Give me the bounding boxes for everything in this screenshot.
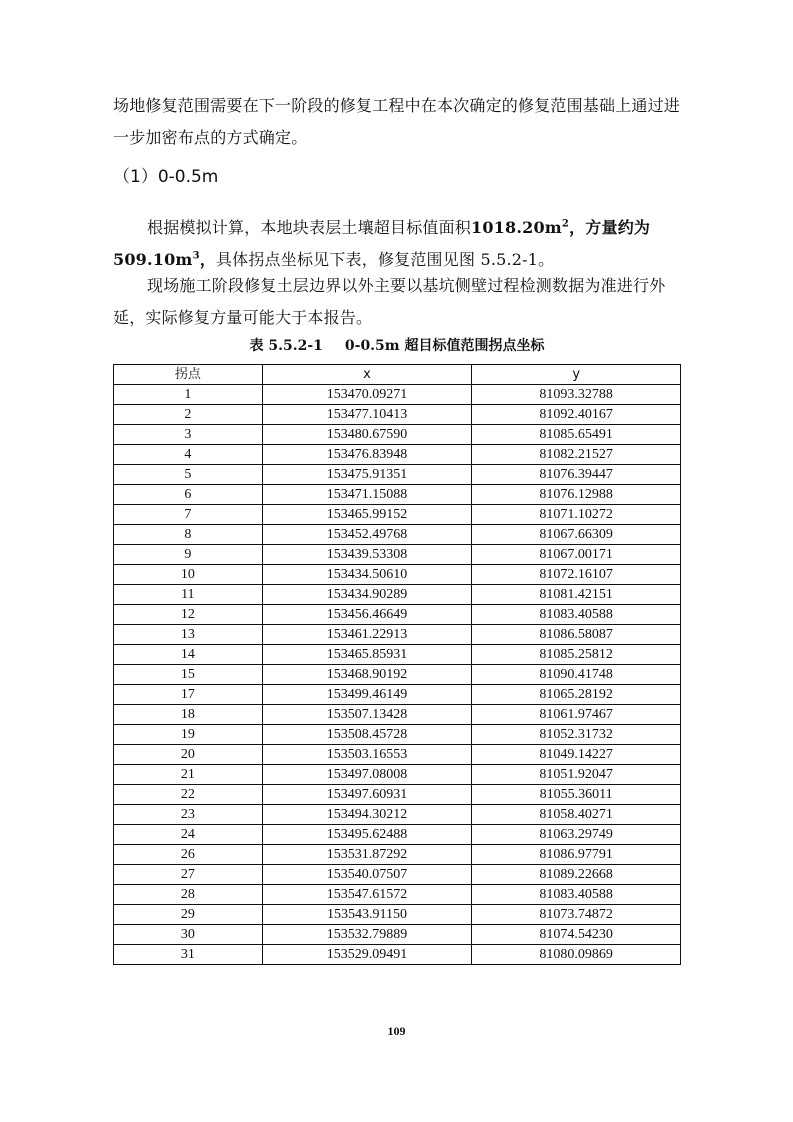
table-row	[114, 825, 681, 845]
table-row	[114, 685, 681, 705]
section-heading: （1）0-0.5m	[113, 167, 219, 187]
table-row	[114, 725, 681, 745]
table-row	[114, 645, 681, 665]
cell-y: 81051.92047	[472, 765, 681, 785]
table-row	[114, 545, 681, 565]
table-row	[114, 405, 681, 425]
table-row	[114, 425, 681, 445]
cell-point: 30	[114, 925, 263, 945]
cell-x: 153529.09491	[262, 945, 472, 965]
area-text-suffix: 具体拐点坐标见下表，修复范围见图 5.5.2-1。	[215, 250, 555, 269]
table-row	[114, 845, 681, 865]
cell-x: 153543.91150	[262, 905, 472, 925]
cell-point: 2	[114, 405, 263, 425]
cell-y: 81052.31732	[472, 725, 681, 745]
cell-y: 81083.40588	[472, 885, 681, 905]
cell-point: 26	[114, 845, 263, 865]
area-text-prefix: 根据模拟计算，本地块表层土壤超目标值面积	[147, 218, 472, 237]
table-row	[114, 445, 681, 465]
cell-y: 81086.58087	[472, 625, 681, 645]
cell-point: 8	[114, 525, 263, 545]
page-number: 109	[387, 1024, 406, 1038]
cell-point: 1	[114, 385, 263, 405]
volume-label: ，方量约为	[569, 218, 651, 237]
table-title: 0-0.5m 超目标值范围拐点坐标	[344, 338, 545, 354]
cell-x: 153494.30212	[262, 805, 472, 825]
table-row	[114, 565, 681, 585]
paragraph-scope-note: 场地修复范围需要在下一阶段的修复工程中在本次确定的修复范围基础上通过进一步加密布点的方式确定。	[113, 96, 681, 147]
table-row	[114, 745, 681, 765]
table-row	[114, 465, 681, 485]
cell-y: 81063.29749	[472, 825, 681, 845]
cell-x: 153471.15088	[262, 485, 472, 505]
table-row	[114, 765, 681, 785]
cell-point: 17	[114, 685, 263, 705]
cell-x: 153452.49768	[262, 525, 472, 545]
cell-y: 81076.39447	[472, 465, 681, 485]
cell-x: 153507.13428	[262, 705, 472, 725]
cell-point: 4	[114, 445, 263, 465]
area-value: $1018.20m^2$	[471, 218, 570, 237]
cell-y: 81089.22668	[472, 865, 681, 885]
table-row	[114, 865, 681, 885]
cell-point: 18	[114, 705, 263, 725]
cell-point: 15	[114, 665, 263, 685]
cell-point: 20	[114, 745, 263, 765]
cell-y: 81073.74872	[472, 905, 681, 925]
table-row	[114, 885, 681, 905]
cell-point: 6	[114, 485, 263, 505]
cell-y: 81074.54230	[472, 925, 681, 945]
cell-y: 81082.21527	[472, 445, 681, 465]
table-row	[114, 905, 681, 925]
cell-point: 9	[114, 545, 263, 565]
cell-point: 7	[114, 505, 263, 525]
paragraph-area-volume: 根据模拟计算，本地块表层土壤超目标值面积$1018.20m^2$，方量约为$509.10m^3$，具体拐点坐标见下表，修复范围见图 5.5.2-1。	[113, 218, 651, 269]
table-row	[114, 485, 681, 505]
table-row	[114, 605, 681, 625]
table-row	[114, 665, 681, 685]
cell-point: 31	[114, 945, 263, 965]
cell-x: 153495.62488	[262, 825, 472, 845]
cell-x: 153465.85931	[262, 645, 472, 665]
cell-y: 81092.40167	[472, 405, 681, 425]
cell-x: 153434.90289	[262, 585, 472, 605]
cell-point: 10	[114, 565, 263, 585]
header-x: x	[262, 365, 472, 385]
cell-y: 81080.09869	[472, 945, 681, 965]
cell-y: 81081.42151	[472, 585, 681, 605]
table-caption	[113, 337, 681, 355]
cell-x: 153547.61572	[262, 885, 472, 905]
table-row	[114, 625, 681, 645]
cell-x: 153461.22913	[262, 625, 472, 645]
cell-x: 153477.10413	[262, 405, 472, 425]
cell-x: 153532.79889	[262, 925, 472, 945]
cell-point: 3	[114, 425, 263, 445]
table-row	[114, 805, 681, 825]
cell-y: 81085.65491	[472, 425, 681, 445]
cell-x: 153540.07507	[262, 865, 472, 885]
cell-x: 153497.60931	[262, 785, 472, 805]
table-header-row	[114, 365, 681, 385]
cell-y: 81049.14227	[472, 745, 681, 765]
cell-x: 153439.53308	[262, 545, 472, 565]
paragraph-construction-note: 现场施工阶段修复土层边界以外主要以基坑侧壁过程检测数据为准进行外延，实际修复方量可能大于本报告。	[113, 276, 666, 327]
table-number: 表 5.5.2-1	[249, 338, 323, 354]
cell-y: 81090.41748	[472, 665, 681, 685]
cell-y: 81086.97791	[472, 845, 681, 865]
cell-x: 153508.45728	[262, 725, 472, 745]
cell-x: 153465.99152	[262, 505, 472, 525]
cell-y: 81055.36011	[472, 785, 681, 805]
cell-y: 81061.97467	[472, 705, 681, 725]
cell-y: 81071.10272	[472, 505, 681, 525]
cell-point: 28	[114, 885, 263, 905]
cell-point: 19	[114, 725, 263, 745]
cell-x: 153499.46149	[262, 685, 472, 705]
cell-x: 153470.09271	[262, 385, 472, 405]
cell-x: 153480.67590	[262, 425, 472, 445]
table-row	[114, 525, 681, 545]
cell-y: 81083.40588	[472, 605, 681, 625]
cell-y: 81093.32788	[472, 385, 681, 405]
cell-x: 153503.16553	[262, 745, 472, 765]
cell-y: 81085.25812	[472, 645, 681, 665]
cell-x: 153531.87292	[262, 845, 472, 865]
cell-point: 24	[114, 825, 263, 845]
cell-y: 81058.40271	[472, 805, 681, 825]
cell-point: 21	[114, 765, 263, 785]
cell-point: 29	[114, 905, 263, 925]
table-row	[114, 385, 681, 405]
coordinates-table	[113, 364, 681, 965]
cell-x: 153456.46649	[262, 605, 472, 625]
cell-point: 5	[114, 465, 263, 485]
cell-point: 11	[114, 585, 263, 605]
cell-point: 12	[114, 605, 263, 625]
cell-point: 27	[114, 865, 263, 885]
table-row	[114, 585, 681, 605]
cell-x: 153497.08008	[262, 765, 472, 785]
cell-point: 22	[114, 785, 263, 805]
volume-value: $509.10m^3$	[113, 250, 200, 269]
cell-y: 81076.12988	[472, 485, 681, 505]
header-point: 拐点	[114, 365, 263, 385]
cell-x: 153434.50610	[262, 565, 472, 585]
cell-y: 81072.16107	[472, 565, 681, 585]
cell-y: 81065.28192	[472, 685, 681, 705]
table-row	[114, 925, 681, 945]
table-row	[114, 785, 681, 805]
cell-point: 14	[114, 645, 263, 665]
cell-point: 23	[114, 805, 263, 825]
table-row	[114, 945, 681, 965]
cell-x: 153468.90192	[262, 665, 472, 685]
table-row	[114, 505, 681, 525]
header-y: y	[472, 365, 681, 385]
table-row	[114, 705, 681, 725]
cell-point: 13	[114, 625, 263, 645]
cell-y: 81067.00171	[472, 545, 681, 565]
cell-y: 81067.66309	[472, 525, 681, 545]
cell-x: 153475.91351	[262, 465, 472, 485]
cell-x: 153476.83948	[262, 445, 472, 465]
